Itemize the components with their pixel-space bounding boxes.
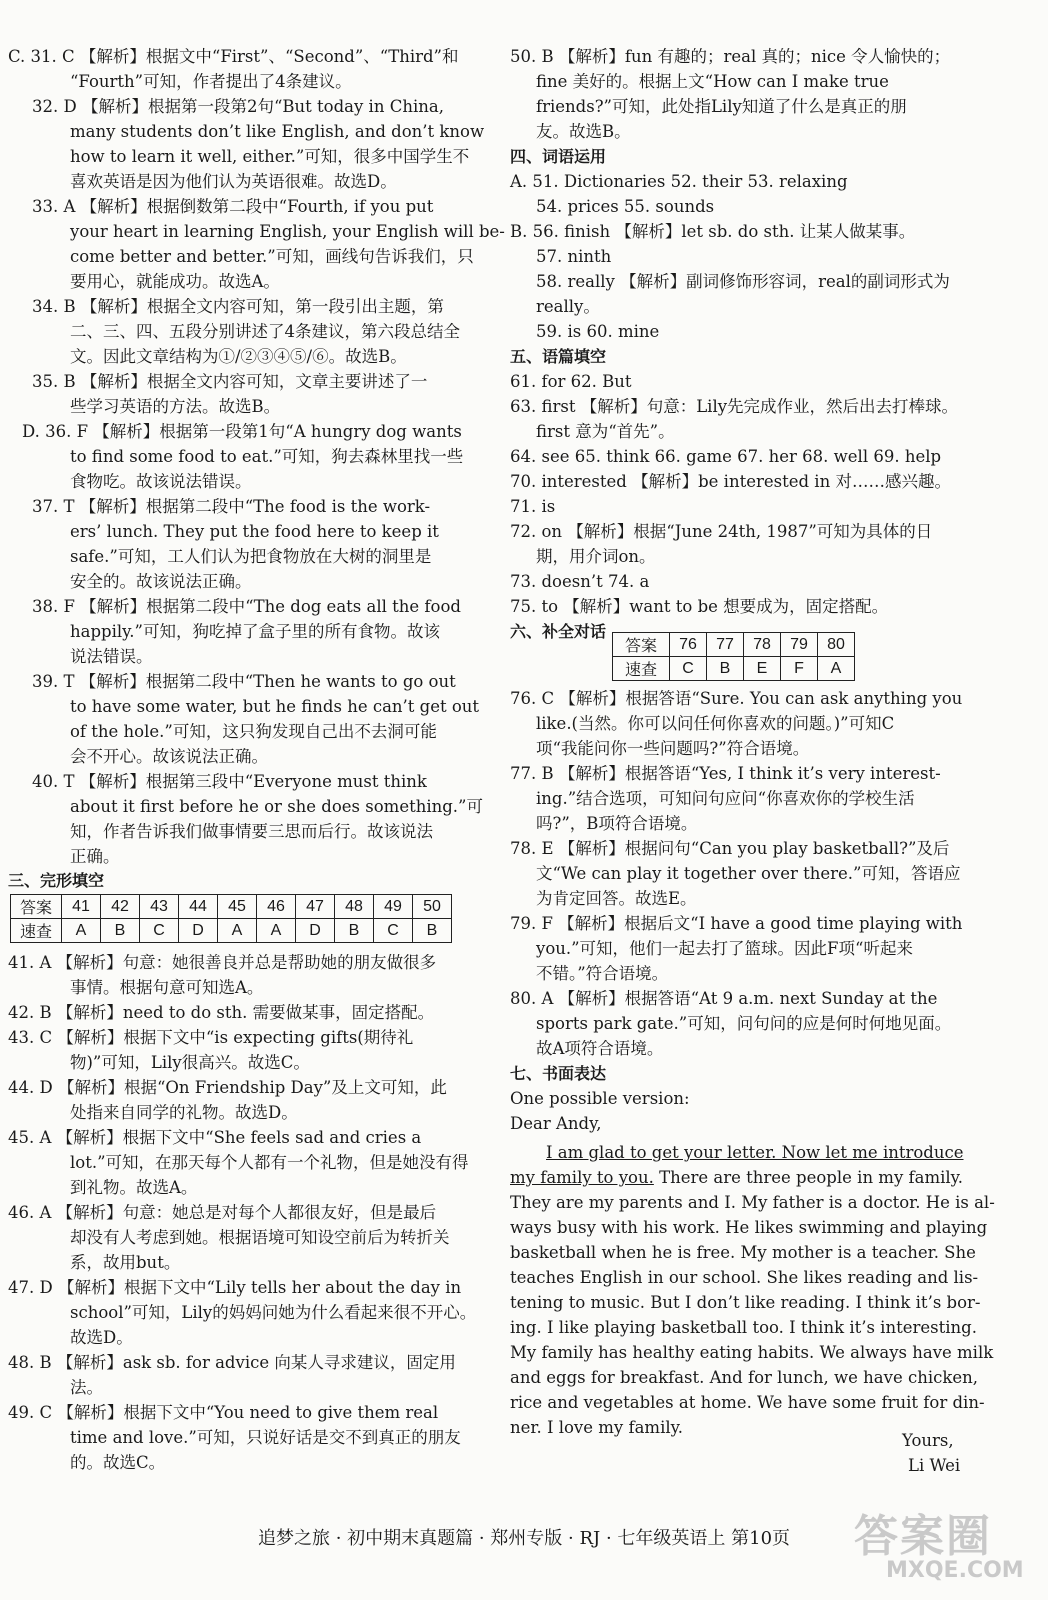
table-header-cell: 42 — [101, 895, 140, 919]
answer-line: school”可知，Lily的妈妈问她为什么看起来很不开心。 — [70, 1303, 477, 1322]
essay-line — [510, 1240, 976, 1265]
answer-line: 安全的。故该说法正确。 — [70, 572, 252, 591]
answer-line: 33. A 【解析】根据倒数第二段中“Fourth, if you put — [32, 197, 434, 216]
answer-line: 75. to 【解析】want to be 想要成为，固定搭配。 — [510, 597, 889, 616]
answer-line: 到礼物。故选A。 — [70, 1178, 198, 1197]
answer-line: come better and better.”可知，画线句告诉我们，只 — [70, 247, 474, 266]
answer-line: fine 美好的。根据上文“How can I make true — [536, 72, 889, 91]
table-answer-cell: A — [218, 919, 257, 943]
watermark-url: MXQE.COM — [886, 1558, 1024, 1583]
essay-line — [510, 1340, 993, 1365]
answer-line: to have some water, but he finds he can’t get out — [70, 697, 480, 716]
answer-line: 知，作者告诉我们做事情要三思而后行。故该说法 — [70, 822, 433, 841]
table-header-cell: 77 — [707, 633, 744, 657]
answer-line: 37. T 【解析】根据第二段中“The food is the work- — [32, 497, 431, 516]
answer-line: 54. prices 55. sounds — [536, 197, 715, 216]
essay-text: ways busy with his work. He likes swimming and playing — [510, 1218, 988, 1237]
answer-line: lot.”可知，在那天每个人都有一个礼物，但是她没有得 — [70, 1153, 469, 1172]
essay-text: teaches English in our school. She likes reading and lis- — [510, 1268, 979, 1287]
table-answer-cell: 速查 — [613, 657, 670, 681]
answer-line: 吗?”，B项符合语境。 — [536, 814, 698, 833]
answer-line: 物)”可知，Lily很高兴。故选C。 — [70, 1053, 310, 1072]
table-header-cell: 49 — [374, 895, 413, 919]
answer-line: 不错。”符合语境。 — [536, 964, 669, 983]
table-answer-cell: D — [296, 919, 335, 943]
answer-line: 61. for 62. But — [510, 372, 632, 391]
answer-line: ing.”结合选项，可知问句应问“你喜欢你的学校生活 — [536, 789, 915, 808]
answer-line: 喜欢英语是因为他们认为英语很难。故选D。 — [70, 172, 397, 191]
answer-line: 49. C 【解析】根据下文中“You need to give them real — [8, 1403, 439, 1422]
answer-line: A. 51. Dictionaries 52. their 53. relaxing — [510, 172, 848, 191]
answer-line: 70. interested 【解析】be interested in 对……感兴趣。 — [510, 472, 951, 491]
answer-line: 38. F 【解析】根据第二段中“The dog eats all the food — [32, 597, 461, 616]
essay-line — [546, 1140, 964, 1165]
answer-line: 63. first 【解析】句意：Lily先完成作业，然后出去打棒球。 — [510, 397, 959, 416]
table-header-cell: 46 — [257, 895, 296, 919]
section-heading: 七、书面表达 — [510, 1064, 607, 1083]
answer-line: 57. ninth — [536, 247, 612, 266]
answer-line: you.”可知，他们一起去打了篮球。因此F项“听起来 — [536, 939, 913, 958]
table-answer-cell: 速查 — [11, 919, 62, 943]
answer-line: 64. see 65. think 66. game 67. her 68. well 69. help — [510, 447, 942, 466]
table-answer-cell: B — [413, 919, 452, 943]
answer-line: like.(当然。你可以问任何你喜欢的问题。)”可知C — [536, 714, 895, 733]
answer-line: 事情。根据句意可知选A。 — [70, 978, 264, 997]
essay-line — [510, 1165, 963, 1190]
answer-line: 文。因此文章结构为①/②③④⑤/⑥。故选B。 — [70, 347, 407, 366]
table-answer-cell: C — [374, 919, 413, 943]
answer-line: sports park gate.”可知，问句问的应是何时何地见面。 — [536, 1014, 952, 1033]
answer-line: 食物吃。故该说法错误。 — [70, 472, 252, 491]
answer-line: 却没有人考虑到她。根据语境可知设空前后为转折关 — [70, 1228, 450, 1247]
essay-text: I am glad to get your letter. Now let me introduce — [546, 1143, 964, 1162]
answer-line: “Fourth”可知，作者提出了4条建议。 — [70, 72, 352, 91]
answer-line: 43. C 【解析】根据下文中“is expecting gifts(期待礼 — [8, 1028, 414, 1047]
answer-line: 59. is 60. mine — [536, 322, 660, 341]
table-header-cell: 45 — [218, 895, 257, 919]
essay-line — [510, 1190, 995, 1215]
answer-line: 80. A 【解析】根据答语“At 9 a.m. next Sunday at the — [510, 989, 938, 1008]
answer-line: of the hole.”可知，这只狗发现自己出不去洞可能 — [70, 722, 437, 741]
essay-line — [510, 1215, 987, 1240]
answer-table-41-50 — [10, 894, 452, 943]
table-answer-cell: A — [257, 919, 296, 943]
answer-line: first 意为“首先”。 — [536, 422, 675, 441]
answer-line: 73. doesn’t 74. a — [510, 572, 650, 591]
essay-line — [510, 1265, 978, 1290]
answer-line: 要用心，就能成功。故选A。 — [70, 272, 280, 291]
section-heading: 五、语篇填空 — [510, 347, 607, 366]
answer-line: 故选D。 — [70, 1328, 133, 1347]
table-answer-cell: C — [140, 919, 179, 943]
answer-line: 法。 — [70, 1378, 103, 1397]
answer-line: 46. A 【解析】句意：她总是对每个人都很友好，但是最后 — [8, 1203, 437, 1222]
answer-line: 39. T 【解析】根据第二段中“Then he wants to go out — [32, 672, 456, 691]
table-header-cell: 答案 — [11, 895, 62, 919]
watermark-text: 答案圈 — [854, 1511, 992, 1562]
answer-line: 说法错误。 — [70, 647, 153, 666]
table-answer-cell: B — [335, 919, 374, 943]
essay-text: rice and vegetables at home. We have some fruit for din- — [510, 1393, 985, 1412]
table-header-cell: 80 — [818, 633, 855, 657]
table-answer-cell: F — [781, 657, 818, 681]
answer-line: really。 — [536, 297, 600, 316]
essay-text: and eggs for breakfast. And for lunch, we have chicken, — [510, 1368, 978, 1387]
table-answer-cell: D — [179, 919, 218, 943]
answer-line: 项“我能问你一些问题吗?”符合语境。 — [536, 739, 810, 758]
answer-line: safe.”可知，工人们认为把食物放在大树的洞里是 — [70, 547, 432, 566]
answer-line: 为肯定回答。故选E。 — [536, 889, 697, 908]
answer-line: 77. B 【解析】根据答语“Yes, I think it’s very interest- — [510, 764, 941, 783]
answer-line: 40. T 【解析】根据第三段中“Everyone must think — [32, 772, 427, 791]
answer-line: 78. E 【解析】根据问句“Can you play basketball?”及后 — [510, 839, 950, 858]
table-header-cell: 41 — [62, 895, 101, 919]
answer-line: 处指来自同学的礼物。故选D。 — [70, 1103, 298, 1122]
essay-line — [510, 1415, 683, 1440]
letter-signature: Li Wei — [908, 1456, 961, 1475]
essay-text: They are my parents and I. My father is a doctor. He is al- — [510, 1193, 995, 1212]
answer-line: 故A项符合语境。 — [536, 1039, 664, 1058]
essay-line — [510, 1315, 977, 1340]
answer-line: 72. on 【解析】根据“June 24th, 1987”可知为具体的日 — [510, 522, 933, 541]
answer-line: 79. F 【解析】根据后文“I have a good time playing with — [510, 914, 963, 933]
answer-line: 47. D 【解析】根据下文中“Lily tells her about the day in — [8, 1278, 462, 1297]
answer-line: 50. B 【解析】fun 有趣的；real 真的；nice 令人愉快的； — [510, 47, 951, 66]
table-header-cell: 47 — [296, 895, 335, 919]
essay-text: ner. I love my family. — [510, 1418, 683, 1437]
section-heading: 三、完形填空 — [8, 871, 105, 890]
answer-line: how to learn it well, either.”可知，很多中国学生不 — [70, 147, 470, 166]
table-answer-cell: C — [670, 657, 707, 681]
table-header-cell: 78 — [744, 633, 781, 657]
answer-line: 的。故选C。 — [70, 1453, 166, 1472]
section-heading: 六、补全对话 — [510, 622, 607, 641]
table-header-cell: 79 — [781, 633, 818, 657]
answer-line: 友。故选B。 — [536, 122, 631, 141]
answer-line: 34. B 【解析】根据全文内容可知，第一段引出主题，第 — [32, 297, 444, 316]
table-answer-cell: B — [101, 919, 140, 943]
answer-line: your heart in learning English, your English will be- — [70, 222, 505, 241]
answer-line: happily.”可知，狗吃掉了盒子里的所有食物。故该 — [70, 622, 440, 641]
answer-line: C. 31. C 【解析】根据文中“First”、“Second”、“Third”和 — [8, 47, 459, 66]
table-header-cell: 48 — [335, 895, 374, 919]
essay-text: basketball when he is free. My mother is a teacher. She — [510, 1243, 976, 1262]
answer-line: One possible version: — [510, 1089, 690, 1108]
letter-closing: Yours, — [902, 1431, 954, 1450]
table-header-cell: 答案 — [613, 633, 670, 657]
answer-line: 58. really 【解析】副词修饰形容词，real的副词形式为 — [536, 272, 950, 291]
table-answer-cell: A — [62, 919, 101, 943]
essay-text: ing. I like playing basketball too. I think it’s interesting. — [510, 1318, 977, 1337]
answer-line: 文“We can play it together over there.”可知，答语应 — [536, 864, 961, 883]
table-header-cell: 43 — [140, 895, 179, 919]
watermark-logo — [848, 1500, 1038, 1592]
answer-line: 45. A 【解析】根据下文中“She feels sad and cries a — [8, 1128, 422, 1147]
page-footer: 追梦之旅 · 初中期末真题篇 · 郑州专版 · RJ · 七年级英语上 第10页 — [257, 1528, 791, 1549]
answer-line: 44. D 【解析】根据“On Friendship Day”及上文可知，此 — [8, 1078, 447, 1097]
answer-table-76-80 — [612, 632, 855, 681]
answer-line: ers’ lunch. They put the food here to keep it — [70, 522, 439, 541]
answer-line: 42. B 【解析】need to do sth. 需要做某事，固定搭配。 — [8, 1003, 435, 1022]
answer-line: 二、三、四、五段分别讲述了4条建议，第六段总结全 — [70, 322, 460, 341]
answer-line: friends?”可知，此处指Lily知道了什么是真正的朋 — [536, 97, 907, 116]
answer-line: 76. C 【解析】根据答语“Sure. You can ask anything you — [510, 689, 963, 708]
answer-line: 71. is — [510, 497, 556, 516]
answer-line: 41. A 【解析】句意：她很善良并总是帮助她的朋友做很多 — [8, 953, 437, 972]
section-heading: 四、词语运用 — [510, 147, 607, 166]
essay-text: my family to you. — [510, 1168, 654, 1187]
table-header-cell: 76 — [670, 633, 707, 657]
answer-line: to find some food to eat.”可知，狗去森林里找一些 — [70, 447, 464, 466]
essay-line — [510, 1365, 978, 1390]
essay-text: There are three people in my family. — [653, 1168, 964, 1187]
answer-line: 48. B 【解析】ask sb. for advice 向某人寻求建议，固定用 — [8, 1353, 456, 1372]
answer-line: 系，故用but。 — [70, 1253, 181, 1272]
answer-line: 正确。 — [70, 847, 120, 866]
table-header-cell: 50 — [413, 895, 452, 919]
answer-line: B. 56. finish 【解析】let sb. do sth. 让某人做某事。 — [510, 222, 916, 241]
answer-line: 些学习英语的方法。故选B。 — [70, 397, 281, 416]
answer-line: 35. B 【解析】根据全文内容可知，文章主要讲述了一 — [32, 372, 428, 391]
table-answer-cell: E — [744, 657, 781, 681]
answer-line: about it first before he or she does something.”可 — [70, 797, 483, 816]
answer-line: many students don’t like English, and don’t know — [70, 122, 485, 141]
answer-line: time and love.”可知，只说好话是交不到真正的朋友 — [70, 1428, 461, 1447]
essay-text: tening to music. But I don’t like reading. I think it’s bor- — [510, 1293, 981, 1312]
answer-line: Dear Andy, — [510, 1114, 602, 1133]
essay-text: My family has healthy eating habits. We always have milk — [510, 1343, 994, 1362]
essay-line — [510, 1290, 980, 1315]
table-answer-cell: B — [707, 657, 744, 681]
answer-line: 32. D 【解析】根据第一段第2句“But today in China, — [32, 97, 444, 116]
answer-line: 会不开心。故该说法正确。 — [70, 747, 268, 766]
table-answer-cell: A — [818, 657, 855, 681]
table-header-cell: 44 — [179, 895, 218, 919]
essay-line — [510, 1390, 985, 1415]
answer-line: 期，用介词on。 — [536, 547, 656, 566]
answer-line: D. 36. F 【解析】根据第一段第1句“A hungry dog wants — [22, 422, 462, 441]
